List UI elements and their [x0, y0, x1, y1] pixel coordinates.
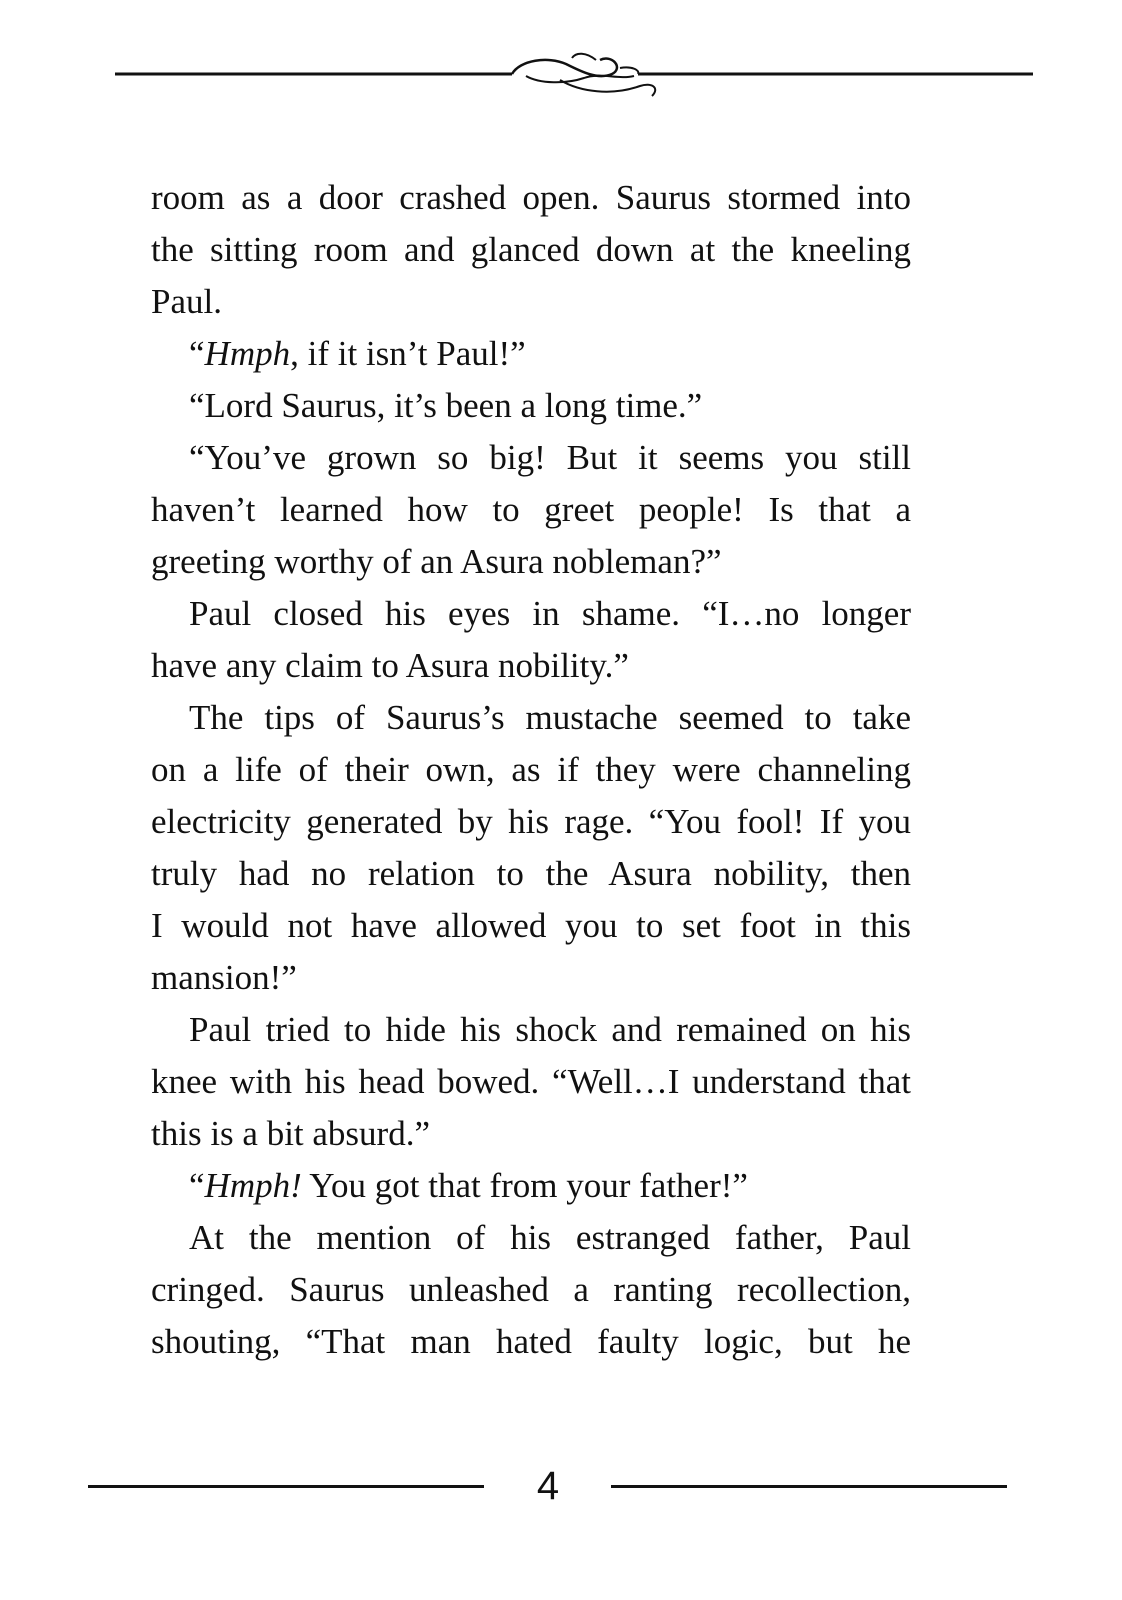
- body-text: [151, 172, 911, 1368]
- text-segment: “: [189, 1166, 205, 1205]
- text-line: electricity generated by his rage. “You fool! If you: [151, 802, 911, 841]
- footer-rule-left: [88, 1485, 484, 1488]
- text-line: “Lord Saurus, it’s been a long time.”: [189, 386, 703, 425]
- text-line: Paul closed his eyes in shame. “I…no longer: [189, 594, 911, 633]
- text-line: room as a door crashed open. Saurus stormed into: [151, 178, 911, 217]
- text-line: mansion!”: [151, 958, 297, 997]
- text-segment: You got that from your father!”: [301, 1166, 748, 1205]
- header-ornament: [0, 40, 1122, 110]
- text-line: the sitting room and glanced down at the kneeling: [151, 230, 911, 269]
- text-line: haven’t learned how to greet people! Is that a: [151, 490, 911, 529]
- text-line: have any claim to Asura nobility.”: [151, 646, 629, 685]
- text-line: Paul.: [151, 282, 222, 321]
- text-line: shouting, “That man hated faulty logic, but he: [151, 1322, 911, 1361]
- flourish-divider-icon: [0, 40, 1122, 110]
- text-line: The tips of Saurus’s mustache seemed to take: [189, 698, 911, 737]
- text-segment: “: [189, 334, 205, 373]
- text-line: I would not have allowed you to set foot in this: [151, 906, 911, 945]
- text-line: this is a bit absurd.”: [151, 1114, 430, 1153]
- text-line: greeting worthy of an Asura nobleman?”: [151, 542, 722, 581]
- text-line: knee with his head bowed. “Well…I understand that: [151, 1062, 911, 1101]
- footer-rule-right: [611, 1485, 1007, 1488]
- page-footer: [0, 1455, 1122, 1515]
- text-segment: , if it isn’t Paul!”: [290, 334, 526, 373]
- page-number: 4: [536, 1464, 560, 1508]
- text-line: [151, 1160, 911, 1212]
- italic-text: Hmph: [204, 334, 291, 373]
- text-line: truly had no relation to the Asura nobility, then: [151, 854, 911, 893]
- text-line: cringed. Saurus unleashed a ranting recollection,: [151, 1270, 911, 1309]
- text-line: [151, 328, 911, 380]
- text-line: Paul tried to hide his shock and remained on his: [189, 1010, 911, 1049]
- text-line: At the mention of his estranged father, Paul: [189, 1218, 911, 1257]
- text-line: “You’ve grown so big! But it seems you still: [189, 438, 911, 477]
- italic-text: Hmph!: [204, 1166, 302, 1205]
- text-line: on a life of their own, as if they were channeling: [151, 750, 911, 789]
